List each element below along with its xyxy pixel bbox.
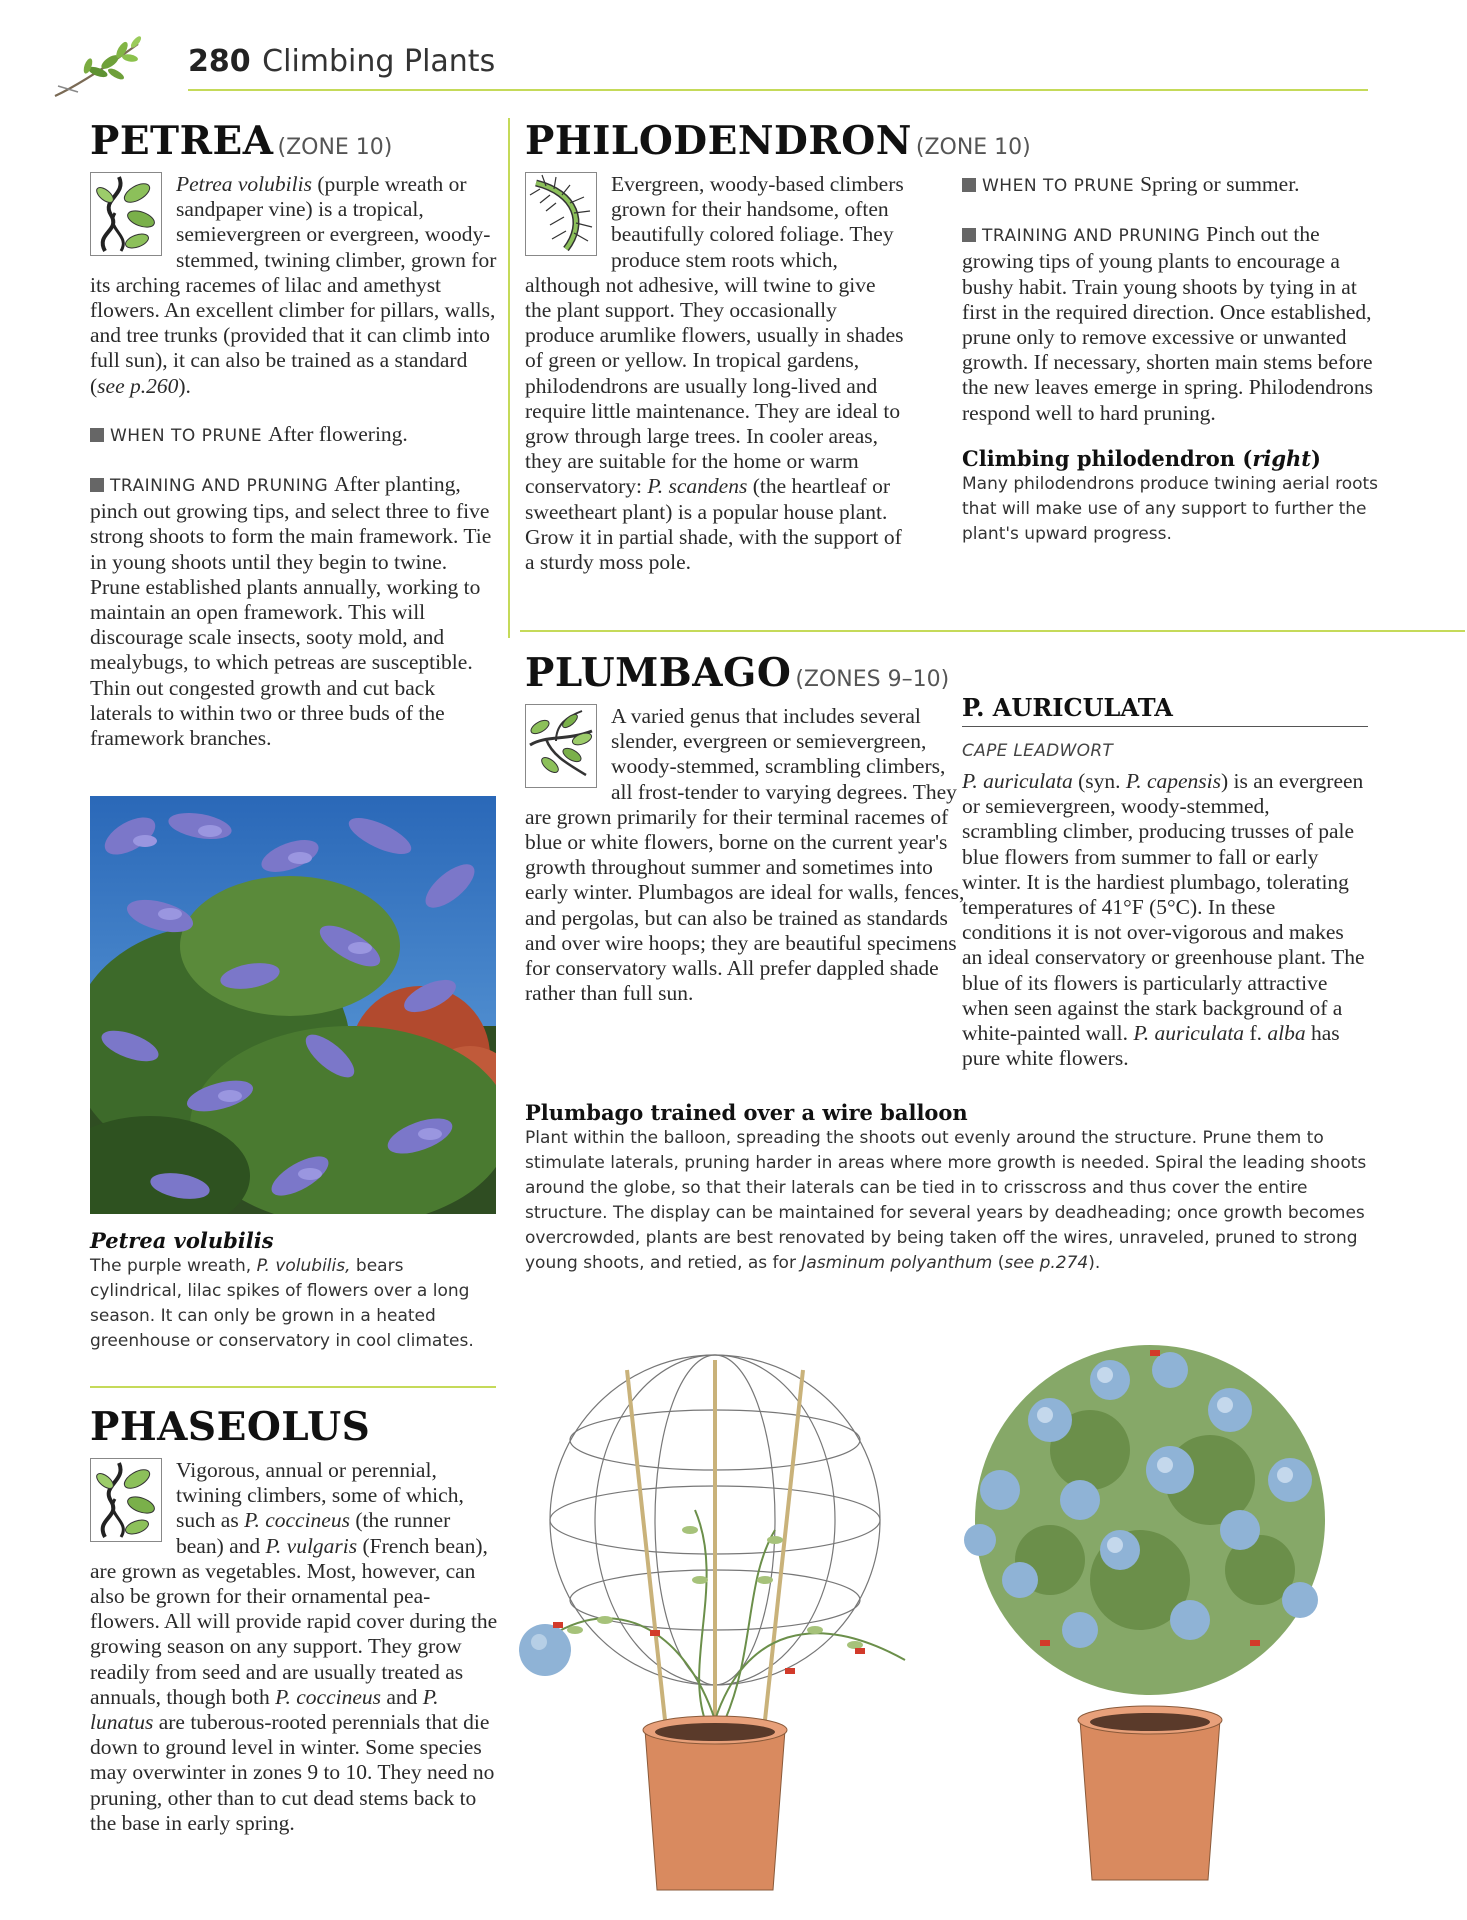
species-name: P. auriculata bbox=[962, 769, 1073, 793]
philodendron-body bbox=[525, 172, 907, 575]
petrea-heading bbox=[90, 118, 500, 164]
petrea-volubilis-photo bbox=[90, 796, 496, 1214]
photo-caption-pre: The purple wreath, bbox=[90, 1256, 257, 1276]
page-number: 280 bbox=[188, 44, 251, 79]
header-rule bbox=[188, 89, 1368, 91]
text-run: (the heartleaf or sweetheart plant) is a popular house plant. Grow it in partial shade, with the support of a sturdy moss pole. bbox=[525, 474, 902, 575]
petrea-title: PETREA bbox=[90, 118, 274, 164]
species-name: alba bbox=[1267, 1021, 1306, 1046]
species-name: P. capensis bbox=[1125, 769, 1222, 793]
text-run: (syn. bbox=[1072, 769, 1126, 793]
philodendron-title: PHILODENDRON bbox=[525, 118, 912, 164]
text-run: ( bbox=[992, 1253, 1005, 1273]
petrea-intro: (purple wreath or sandpaper vine) is a tropical, semievergreen or evergreen, woody-stemmed, twining climber, grown for its arching racemes of lilac and amethyst flowers. An excellent climber for pillars, walls, and tree trunks (provided that it can climb into full sun), it can also be trained as a standard ( bbox=[90, 172, 497, 398]
text-run: Climbing philodendron ( bbox=[962, 445, 1253, 471]
auriculata-title: P. AURICULATA bbox=[962, 693, 1368, 727]
petrea-species: Petrea volubilis bbox=[176, 172, 312, 196]
twining-stem-icon bbox=[90, 172, 162, 256]
species-name: P. scandens bbox=[647, 474, 748, 499]
photo-caption-italic: P. volubilis, bbox=[256, 1256, 351, 1276]
phaseolus-section bbox=[90, 1404, 500, 1836]
petrea-page-ref: see p.260 bbox=[97, 373, 179, 398]
aerial-root-stem-icon bbox=[525, 172, 597, 256]
philodendron-caption-text: Many philodendrons produce twining aerial roots that will make use of any support to further the plant's upward progress. bbox=[962, 473, 1379, 544]
philodendron-when-to-prune bbox=[962, 172, 1380, 199]
petrea-when-to-prune bbox=[90, 422, 500, 449]
text-run: and bbox=[381, 1684, 423, 1709]
petrea-intro-end: ). bbox=[178, 373, 191, 398]
text-run: are tuberous-rooted perennials that die down to ground level in winter. Some species may overwinter in zones 9 to 10. They need no pruning, other than to cut dead stems back to the base in early spring. bbox=[90, 1710, 495, 1835]
section-title: Climbing Plants bbox=[262, 44, 496, 79]
plumbago-section bbox=[525, 650, 965, 1006]
training-label: TRAINING AND PRUNING bbox=[110, 476, 329, 497]
text-run: ) bbox=[1311, 445, 1321, 471]
text-run: right bbox=[1252, 445, 1312, 471]
petrea-section bbox=[90, 118, 500, 751]
philodendron-caption-title bbox=[962, 446, 1380, 471]
column-divider bbox=[508, 118, 510, 638]
petrea-photo-caption bbox=[90, 1228, 500, 1354]
philodendron-zone: (ZONE 10) bbox=[915, 135, 1031, 160]
training-text: Pinch out the growing tips of young plants to encourage a bushy habit. Train young shoots by tying in at first in the required direction. Once established, prune only to remove excessive or unwanted growth. If necessary, shorten main stems before the new leaves emerge in spring. Philodendrons respond well to hard pruning. bbox=[962, 222, 1373, 425]
section-divider-phaseolus bbox=[90, 1386, 496, 1388]
philodendron-pruning bbox=[962, 172, 1380, 547]
when-text: Spring or summer. bbox=[1140, 172, 1300, 196]
wire-balloon-young-plant-illustration bbox=[515, 1330, 935, 1900]
text-run: Evergreen, woody-based climbers grown for their handsome, often beautifully colored foliage. They produce stem roots which, although not adhesive, will twine to give the plant support. They occasionally produce arumlike flowers, usually in shades of green or yellow. In tropical gardens, philodendrons are usually long-lived and require little maintenance. They are ideal to grow through large trees. In cooler areas, they are suitable for the home or warm conservatory: bbox=[525, 172, 904, 499]
wire-balloon-mature-plant-illustration bbox=[940, 1320, 1380, 1900]
text-run: ). bbox=[1088, 1253, 1101, 1273]
training-text: After planting, pinch out growing tips, and select three to five strong shoots to form the main framework. Tie in young shoots until they begin to twine. Prune established plants annually, working to maintain an open framework. This will discourage scale insects, sooty mold, and mealybugs, to which petreas are susceptible. Thin out congested growth and cut back laterals to within two or three buds of the framework branches. bbox=[90, 472, 492, 751]
petrea-zone: (ZONE 10) bbox=[277, 135, 393, 160]
text-run: Plant within the balloon, spreading the shoots out evenly around the structure. Prune them to stimulate laterals, pruning harder in areas where more growth is needed. Spiral the leading shoots around the globe, so that their laterals can be tied in to crisscross and thus cover the entire structure. The display can be maintained for several years by deadheading; once growth becomes overcrowded, plants are best renovated by being taken off the wires, unraveled, pruned to strong young shoots, and retied, as for bbox=[525, 1128, 1367, 1273]
balloon-caption bbox=[525, 1100, 1375, 1276]
species-name: P. vulgaris bbox=[265, 1533, 358, 1558]
auriculata-section bbox=[962, 693, 1368, 1071]
plumbago-zone: (ZONES 9–10) bbox=[795, 667, 950, 692]
species-name: P. coccineus bbox=[275, 1684, 381, 1709]
text-run: Vigorous, annual or perennial, twining climbers, some of which, such as bbox=[176, 1458, 464, 1533]
text-run: (French bean), are grown as vegetables. Most, however, can also be grown for their ornamental pea-flowers. All will provide rapid cover during the growing season on any support. They grow readily from seed and are usually treated as annuals, though both bbox=[90, 1533, 498, 1709]
auriculata-text bbox=[962, 769, 1368, 1071]
scrambling-stem-icon bbox=[525, 704, 597, 788]
photo-caption-text: bears cylindrical, lilac spikes of flowers over a long season. It can only be grown in a heated greenhouse or conservatory in cool climates. bbox=[90, 1256, 474, 1351]
balloon-caption-title: Plumbago trained over a wire balloon bbox=[525, 1100, 968, 1125]
square-bullet-icon bbox=[962, 228, 976, 242]
text-run: has pure white flowers. bbox=[962, 1021, 1340, 1071]
when-text: After flowering. bbox=[268, 421, 408, 446]
twining-stem-icon bbox=[90, 1458, 162, 1542]
leafy-sprig-icon bbox=[50, 34, 145, 104]
plumbago-text: A varied genus that includes several slender, evergreen or semievergreen, woody-stemmed, scrambling climbers, all frost-tender to varying degrees. They are grown primarily for their terminal racemes of blue or white flowers, borne on the current year's growth throughout summer and sometimes into early winter. Plumbagos are ideal for walls, fences, and pergolas, but can also be trained as standards and over wire hoops; they are beautiful specimens for conservatory walls. All prefer dappled shade rather than full sun. bbox=[525, 704, 965, 1006]
square-bullet-icon bbox=[90, 478, 104, 492]
species-name: P. lunatus bbox=[90, 1684, 439, 1735]
philodendron-training bbox=[962, 222, 1380, 426]
phaseolus-heading: PHASEOLUS bbox=[90, 1404, 371, 1450]
plumbago-heading bbox=[525, 650, 965, 696]
square-bullet-icon bbox=[962, 178, 976, 192]
balloon-caption-text bbox=[525, 1126, 1375, 1276]
plumbago-title: PLUMBAGO bbox=[525, 650, 792, 696]
page-header bbox=[188, 44, 495, 79]
section-divider-plumbago bbox=[520, 630, 1465, 632]
species-name: Jasminum polyanthum bbox=[801, 1253, 993, 1273]
when-label: WHEN TO PRUNE bbox=[110, 425, 263, 446]
text-run: (the runner bean) and bbox=[176, 1508, 451, 1558]
petrea-training bbox=[90, 472, 500, 751]
species-name: P. auriculata bbox=[1133, 1021, 1245, 1046]
page-ref: see p.274 bbox=[1004, 1253, 1089, 1273]
text-run: f. bbox=[1244, 1021, 1268, 1046]
text-run: ) is an evergreen or semievergreen, woody-stemmed, scrambling climber, producing trusses of pale blue flowers from summer to fall or early winter. It is the hardiest plumbago, tolerating temperatures of 41°F (5°C). In these conditions it is not over-vigorous and makes an ideal conservatory or greenhouse plant. The blue of its flowers is particularly attractive when seen against the stark background of a white-painted wall. bbox=[962, 769, 1365, 1046]
square-bullet-icon bbox=[90, 428, 104, 442]
training-label: TRAINING AND PRUNING bbox=[982, 226, 1201, 247]
when-label: WHEN TO PRUNE bbox=[982, 176, 1135, 196]
philodendron-heading bbox=[525, 118, 1430, 164]
photo-caption-title: Petrea volubilis bbox=[90, 1228, 274, 1253]
species-name: P. coccineus bbox=[244, 1508, 350, 1533]
auriculata-common-name: CAPE LEADWORT bbox=[962, 741, 1114, 761]
